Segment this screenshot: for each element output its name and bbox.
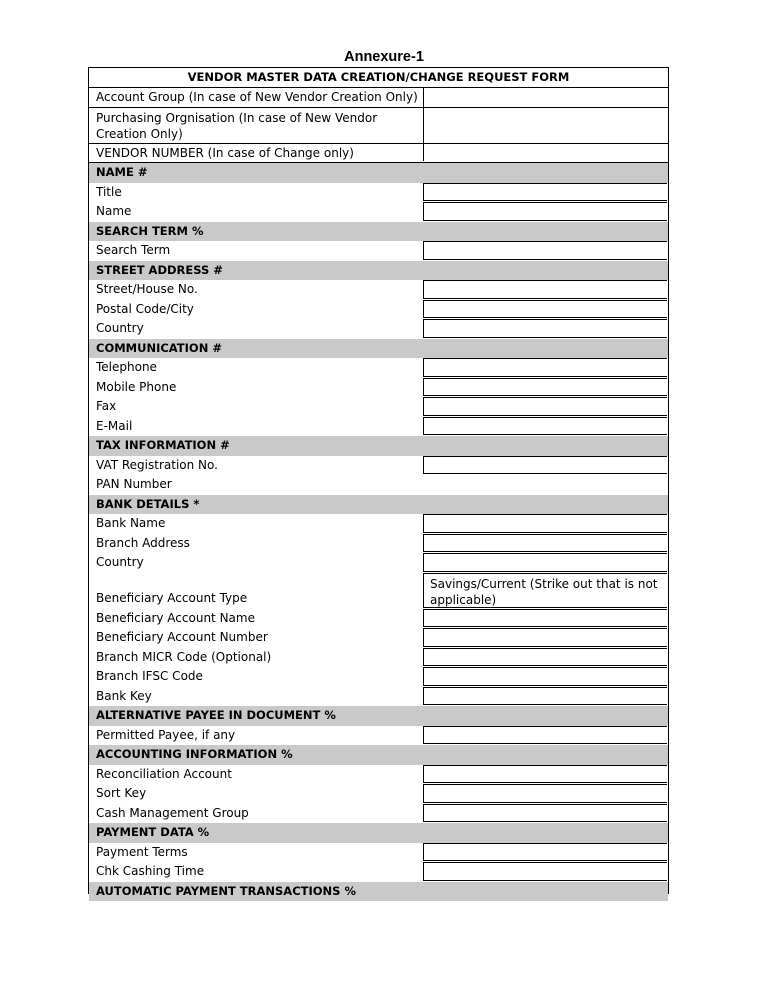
row-country: Country — [89, 319, 668, 339]
vat-field[interactable] — [423, 456, 667, 475]
row-bank-name: Bank Name — [89, 514, 668, 534]
vendor-number-field[interactable] — [423, 144, 667, 162]
row-purchasing-org: Purchasing Orgnisation (In case of New Vendor Creation Only) — [89, 107, 668, 143]
account-group-field[interactable] — [423, 88, 667, 107]
row-bank-key: Bank Key — [89, 687, 668, 707]
section-payment-data: PAYMENT DATA % — [89, 823, 668, 843]
row-postal: Postal Code/City — [89, 300, 668, 320]
email-field[interactable] — [423, 417, 667, 436]
telephone-field[interactable] — [423, 358, 667, 377]
beneficiary-name-field[interactable] — [423, 609, 667, 628]
mobile-field[interactable] — [423, 378, 667, 397]
section-automatic-payment: AUTOMATIC PAYMENT TRANSACTIONS % — [89, 882, 668, 902]
pan-field[interactable] — [423, 475, 667, 494]
payment-terms-field[interactable] — [423, 843, 667, 862]
street-field[interactable] — [423, 280, 667, 299]
row-beneficiary-type: Beneficiary Account Type Savings/Current (Strike out that is not applicable) — [89, 573, 668, 609]
search-term-field[interactable] — [423, 241, 667, 260]
row-branch-address: Branch Address — [89, 534, 668, 554]
row-telephone: Telephone — [89, 358, 668, 378]
fax-field[interactable] — [423, 397, 667, 416]
row-sort-key: Sort Key — [89, 784, 668, 804]
row-vendor-number: VENDOR NUMBER (In case of Change only) — [89, 143, 668, 162]
bank-name-field[interactable] — [423, 514, 667, 533]
row-fax: Fax — [89, 397, 668, 417]
section-alternative-payee: ALTERNATIVE PAYEE IN DOCUMENT % — [89, 706, 668, 726]
bank-country-field[interactable] — [423, 553, 667, 572]
country-field[interactable] — [423, 319, 667, 338]
sort-key-field[interactable] — [423, 784, 667, 803]
row-payment-terms: Payment Terms — [89, 843, 668, 863]
form-header-rows — [89, 88, 668, 162]
row-account-group: Account Group (In case of New Vendor Creation Only) — [89, 88, 668, 107]
row-beneficiary-number: Beneficiary Account Number — [89, 628, 668, 648]
row-name: Name — [89, 202, 668, 222]
row-reconciliation: Reconciliation Account — [89, 765, 668, 785]
row-beneficiary-name: Beneficiary Account Name — [89, 609, 668, 629]
row-micr: Branch MICR Code (Optional) — [89, 648, 668, 668]
postal-field[interactable] — [423, 300, 667, 319]
row-pan: PAN Number — [89, 475, 668, 495]
row-mobile: Mobile Phone — [89, 378, 668, 398]
permitted-payee-field[interactable] — [423, 726, 667, 745]
row-street: Street/House No. — [89, 280, 668, 300]
bank-key-field[interactable] — [423, 687, 667, 706]
section-accounting-information: ACCOUNTING INFORMATION % — [89, 745, 668, 765]
section-street-address: STREET ADDRESS # — [89, 261, 668, 281]
ifsc-field[interactable] — [423, 667, 667, 686]
title-field[interactable] — [423, 183, 667, 202]
row-ifsc: Branch IFSC Code — [89, 667, 668, 687]
cash-group-field[interactable] — [423, 804, 667, 823]
row-title: Title — [89, 183, 668, 203]
row-search-term: Search Term — [89, 241, 668, 261]
row-cash-group: Cash Management Group — [89, 804, 668, 824]
annexure-heading: Annexure-1 — [344, 49, 424, 65]
row-email: E-Mail — [89, 417, 668, 437]
purchasing-org-field[interactable] — [423, 108, 667, 143]
row-chk-cashing-time: Chk Cashing Time — [89, 862, 668, 882]
chk-cashing-time-field[interactable] — [423, 862, 667, 881]
reconciliation-field[interactable] — [423, 765, 667, 784]
section-bank-details: BANK DETAILS * — [89, 495, 668, 515]
branch-address-field[interactable] — [423, 534, 667, 553]
row-vat: VAT Registration No. — [89, 456, 668, 476]
micr-field[interactable] — [423, 648, 667, 667]
row-bank-country: Country — [89, 553, 668, 573]
row-permitted-payee: Permitted Payee, if any — [89, 726, 668, 746]
vendor-master-form — [88, 67, 669, 898]
section-communication: COMMUNICATION # — [89, 339, 668, 359]
form-title: VENDOR MASTER DATA CREATION/CHANGE REQUEST FORM — [89, 68, 668, 88]
section-tax-information: TAX INFORMATION # — [89, 436, 668, 456]
beneficiary-type-field[interactable]: Savings/Current (Strike out that is not applicable) — [423, 573, 667, 608]
beneficiary-number-field[interactable] — [423, 628, 667, 647]
section-search-term: SEARCH TERM % — [89, 222, 668, 242]
name-field[interactable] — [423, 202, 667, 221]
section-name: NAME # — [89, 162, 668, 183]
